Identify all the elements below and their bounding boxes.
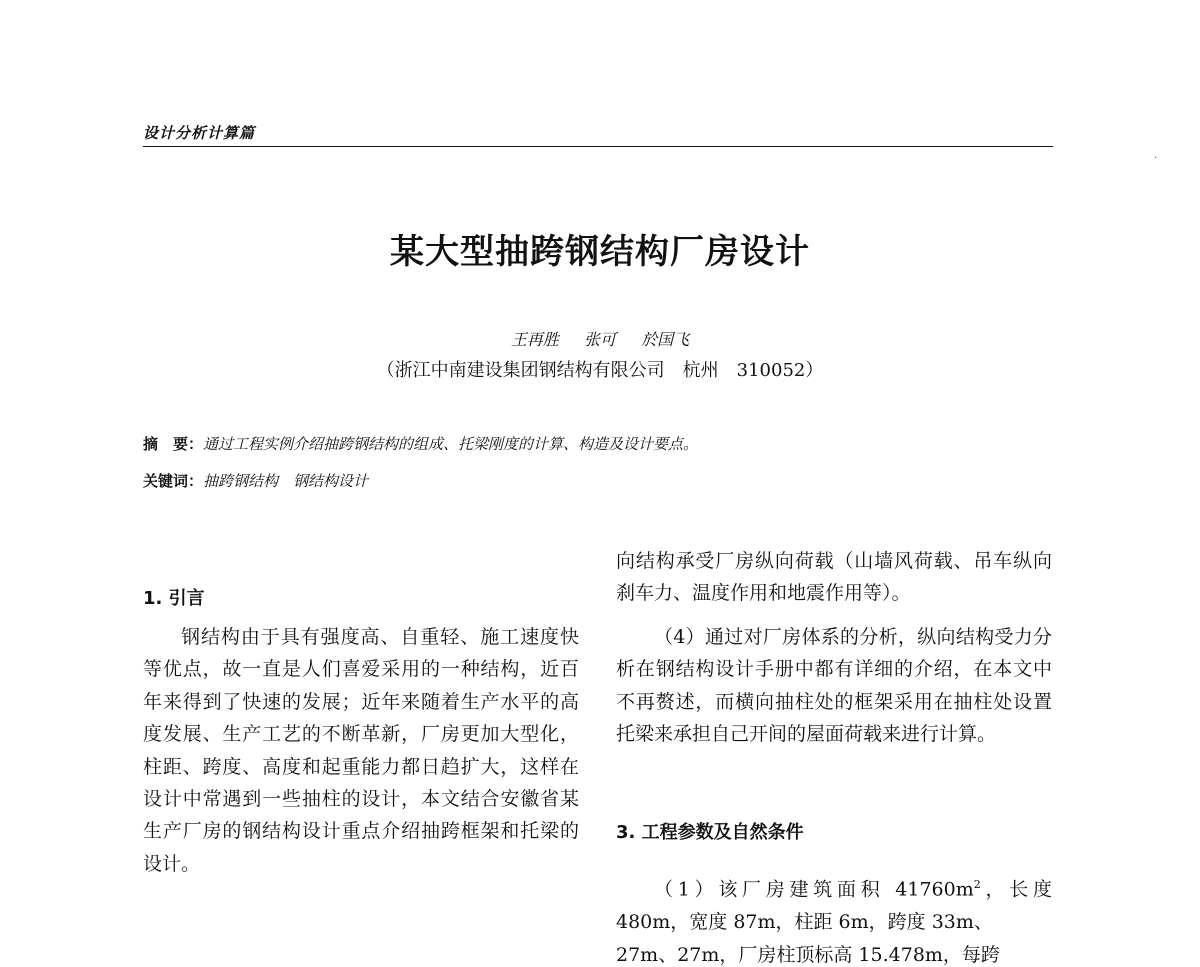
abstract bbox=[143, 433, 698, 454]
authors bbox=[0, 327, 1200, 350]
author-1: 王再胜 bbox=[510, 330, 559, 349]
abstract-text: 通过工程实例介绍抽跨钢结构的组成、托梁刚度的计算、构造及设计要点。 bbox=[203, 435, 699, 453]
section-label: 设计分析计算篇 bbox=[143, 124, 256, 142]
affiliation: （浙江中南建设集团钢结构有限公司 杭州 310052） bbox=[376, 360, 824, 381]
keywords bbox=[143, 470, 368, 491]
section-heading-params: 3. 工程参数及自然条件 bbox=[616, 822, 804, 843]
author-3: 於国飞 bbox=[641, 330, 690, 349]
header-rule bbox=[143, 146, 1053, 147]
keywords-label: 关键词： bbox=[143, 472, 204, 490]
paragraph-4: （4）通过对厂房体系的分析，纵向结构受力分析在钢结构设计手册中都有详细的介绍，在本文中不再赘述，而横向抽柱处的框架采用在抽柱处设置托梁来承担自己开间的屋面荷载来进行计算。 bbox=[616, 626, 1052, 746]
paper-title: 某大型抽跨钢结构厂房设计 bbox=[390, 232, 810, 272]
section-heading-intro: 1. 引言 bbox=[143, 588, 205, 609]
area-superscript: 2 bbox=[973, 878, 981, 891]
keywords-text: 抽跨钢结构 钢结构设计 bbox=[203, 472, 369, 490]
corner-mark: . bbox=[1154, 150, 1158, 161]
abstract-label: 摘 要： bbox=[143, 435, 204, 453]
paragraph-1-rest: ，长度 480m，宽度 87m，柱距 6m，跨度 33m、 bbox=[616, 878, 1052, 933]
paragraph-1 bbox=[616, 869, 1052, 938]
author-2: 张可 bbox=[583, 330, 616, 349]
continued-paragraph: 向结构承受厂房纵向荷载（山墙风荷载、吊车纵向刹车力、温度作用和地震作用等）。 bbox=[616, 550, 1052, 605]
clipped-line: 27m、27m，厂房柱顶标高 15.478m，每跨 bbox=[616, 944, 1000, 966]
intro-paragraph: 钢结构由于具有强度高、自重轻、施工速度快等优点，故一直是人们喜爱采用的一种结构，近百年来得到了快速的发展；近年来随着生产水平的高度发展、生产工艺的不断革新，厂房更加大型化，柱距、跨度、高度和起重能力都日趋扩大，这样在设计中常遇到一些抽柱的设计，本文结合安徽省某生产厂房的钢结构设计重点介绍抽跨框架和托梁的设计。 bbox=[143, 626, 579, 875]
paragraph-1-start: （1）该厂房建筑面积 41760m bbox=[654, 878, 974, 901]
